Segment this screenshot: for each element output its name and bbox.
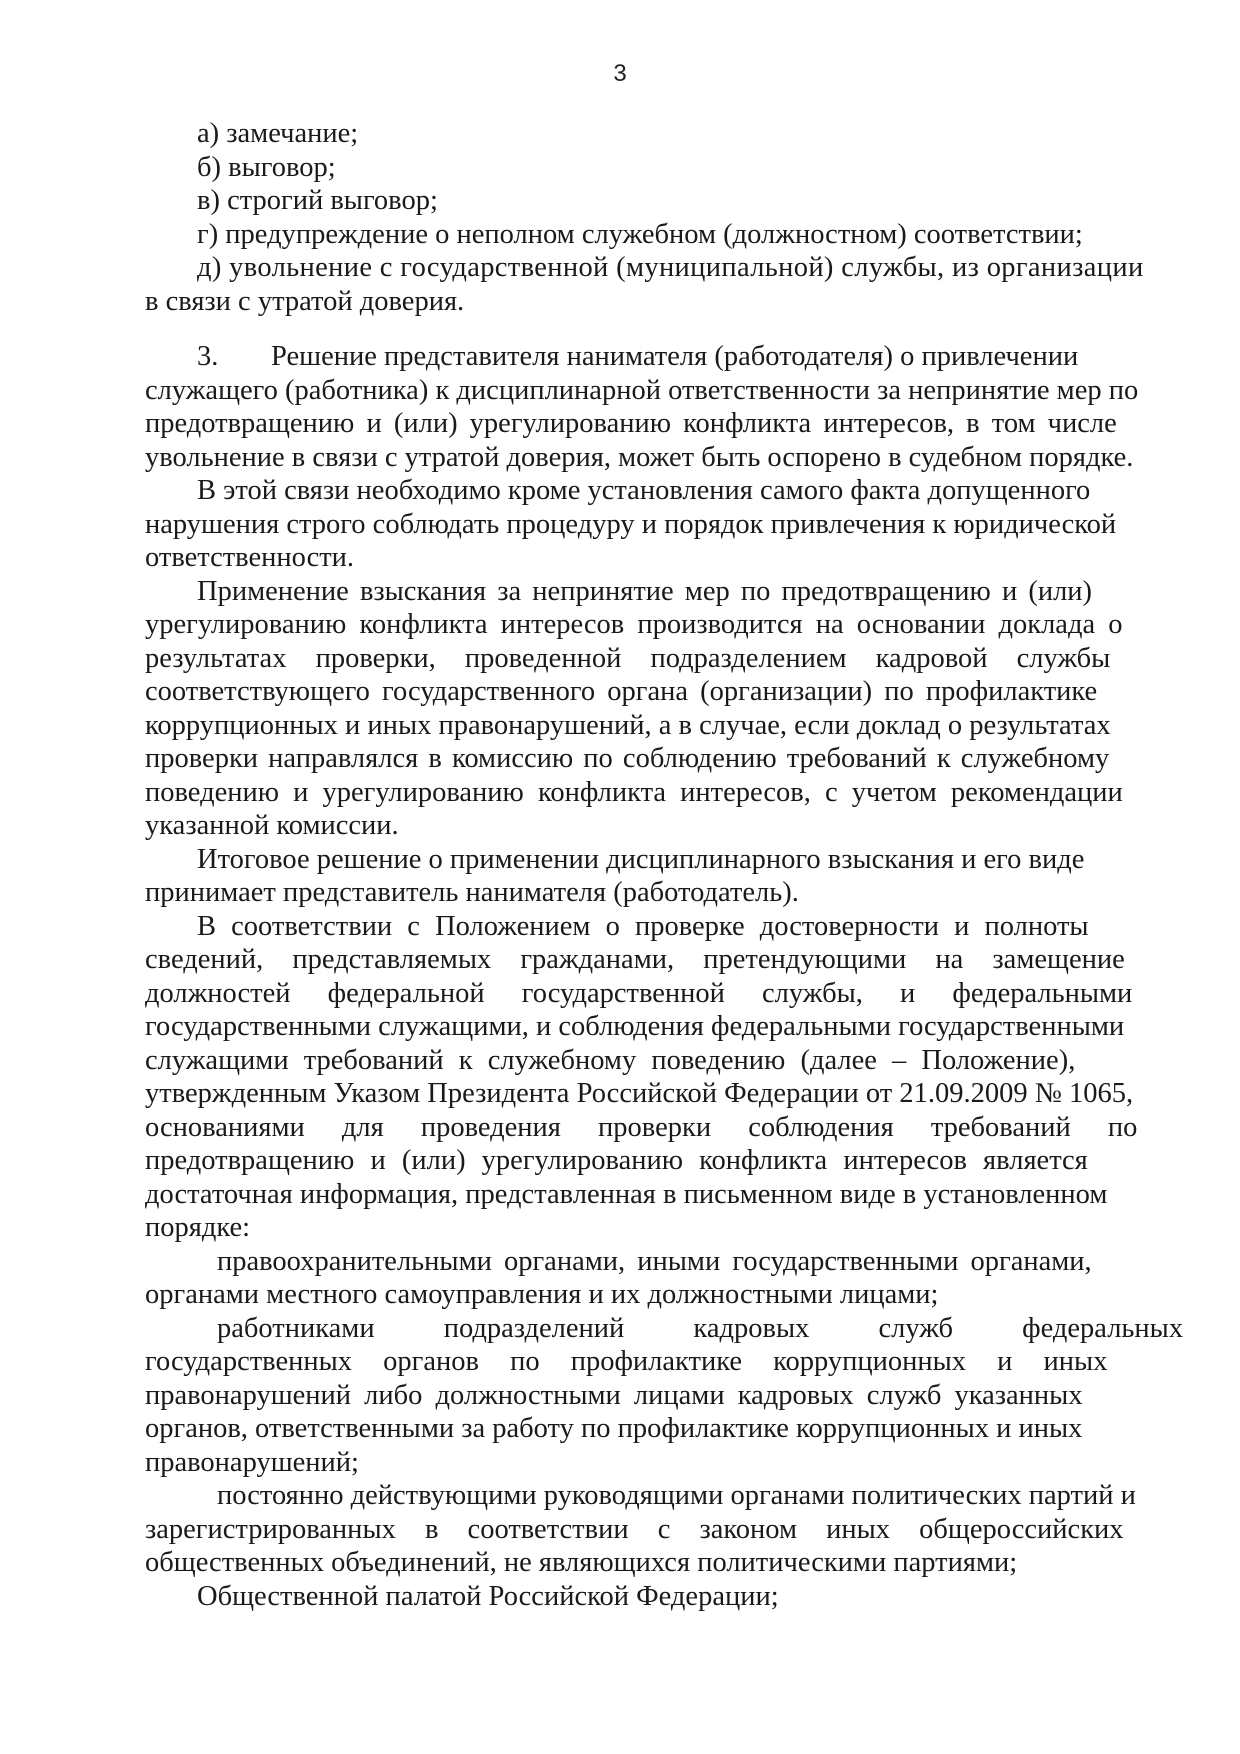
paragraph-line: достаточная информация, представленная в письменном виде в установленном bbox=[145, 1178, 1108, 1210]
paragraph bbox=[145, 474, 1165, 575]
paragraph-line: результатах проверки, проведенной подразделением кадровой службы bbox=[145, 642, 1111, 674]
paragraph-line: органами местного самоуправления и их должностными лицами; bbox=[145, 1279, 939, 1310]
paragraph-line: работниками подразделений кадровых служб федеральных bbox=[217, 1312, 1184, 1344]
paragraph-line: служащими требований к служебному поведению (далее – Положение), bbox=[145, 1044, 1076, 1076]
paragraph bbox=[145, 1245, 1165, 1312]
paragraph-line: основаниями для проведения проверки соблюдения требований по bbox=[145, 1111, 1138, 1143]
list-item: г) предупреждение о неполном служебном (должностном) соответствии; bbox=[197, 218, 1083, 250]
paragraph-line: указанной комиссии. bbox=[145, 810, 399, 841]
paragraph-line: урегулированию конфликта интересов производится на основании доклада о bbox=[145, 609, 1123, 640]
paragraph-line: сведений, представляемых гражданами, претендующими на замещение bbox=[145, 944, 1125, 975]
paragraph bbox=[145, 1479, 1165, 1580]
paragraph-line: правоохранительными органами, иными государственными органами, bbox=[217, 1245, 1092, 1277]
paragraph-line: Общественной палатой Российской Федерации; bbox=[197, 1580, 779, 1612]
paragraph-line: утвержденным Указом Президента Российской Федерации от 21.09.2009 № 1065, bbox=[145, 1078, 1134, 1109]
list-item bbox=[145, 251, 1165, 285]
paragraph-line: нарушения строго соблюдать процедуру и порядок привлечения к юридической bbox=[145, 508, 1117, 540]
paragraph-line: ответственности. bbox=[145, 542, 355, 573]
paragraph-line: соответствующего государственного органа (организации) по профилактике bbox=[145, 676, 1098, 707]
paragraph-line: постоянно действующими руководящими органами политических партий и bbox=[217, 1480, 1136, 1511]
paragraph-line: зарегистрированных в соответствии с законом иных общероссийских bbox=[145, 1513, 1124, 1545]
paragraph-line: правонарушений либо должностными лицами кадровых служб указанных bbox=[145, 1379, 1083, 1411]
paragraph-line: Итоговое решение о применении дисциплинарного взыскания и его виде bbox=[197, 843, 1085, 875]
paragraph-line: общественных объединений, не являющихся политическими партиями; bbox=[145, 1547, 1018, 1578]
paragraph-line: предотвращению и (или) урегулированию конфликта интересов, в том числе bbox=[145, 408, 1117, 439]
paragraph-line: органов, ответственными за работу по профилактике коррупционных и иных bbox=[145, 1413, 1083, 1444]
paragraph-line: служащего (работника) к дисциплинарной ответственности за непринятие мер по bbox=[145, 374, 1139, 406]
paragraph-line: В соответствии с Положением о проверке достоверности и полноты bbox=[197, 910, 1089, 942]
paragraph-line: предотвращению и (или) урегулированию конфликта интересов является bbox=[145, 1145, 1088, 1176]
paragraph bbox=[145, 575, 1165, 843]
list-item: в связи с утратой доверия. bbox=[145, 285, 465, 317]
paragraph-text: Решение представителя нанимателя (работодателя) о привлечении bbox=[271, 341, 1079, 372]
paragraph-line: Применение взыскания за непринятие мер по предотвращению и (или) bbox=[197, 575, 1093, 607]
paragraph-line bbox=[145, 340, 1165, 374]
paragraph-line: принимает представитель нанимателя (работодатель). bbox=[145, 877, 799, 908]
document-body bbox=[145, 117, 1184, 1613]
paragraph-line: государственных органов по профилактике коррупционных и иных bbox=[145, 1346, 1108, 1377]
paragraph bbox=[145, 1312, 1184, 1480]
paragraph-line: правонарушений; bbox=[145, 1446, 359, 1478]
paragraph bbox=[145, 910, 1165, 1245]
list-item: б) выговор; bbox=[197, 151, 336, 183]
paragraph-line: должностей федеральной государственной службы, и федеральными bbox=[145, 977, 1133, 1009]
list-item: в) строгий выговор; bbox=[197, 185, 438, 216]
paragraph-line: государственными служащими, и соблюдения федеральными государственными bbox=[145, 1011, 1125, 1042]
paragraph-line: увольнение в связи с утратой доверия, может быть оспорено в судебном порядке. bbox=[145, 441, 1134, 473]
section-number: 3. bbox=[197, 341, 219, 372]
word-run: д) увольнение с государственной (муниципальной) службы, из организации bbox=[197, 252, 1144, 283]
paragraph-line: проверки направлялся в комиссию по соблюдению требований к служебному bbox=[145, 743, 1110, 774]
page-number: 3 bbox=[613, 60, 627, 87]
paragraph-line: поведению и урегулированию конфликта интересов, с учетом рекомендации bbox=[145, 776, 1123, 808]
paragraph-line: коррупционных и иных правонарушений, а в случае, если доклад о результатах bbox=[145, 709, 1111, 741]
section-3 bbox=[145, 340, 1165, 474]
penalty-list bbox=[145, 117, 1165, 318]
paragraph bbox=[145, 843, 1165, 910]
list-item: а) замечание; bbox=[197, 118, 359, 149]
paragraph bbox=[145, 1580, 1165, 1614]
paragraph-line: порядке: bbox=[145, 1212, 251, 1243]
paragraph-line: В этой связи необходимо кроме установления самого факта допущенного bbox=[197, 475, 1091, 506]
